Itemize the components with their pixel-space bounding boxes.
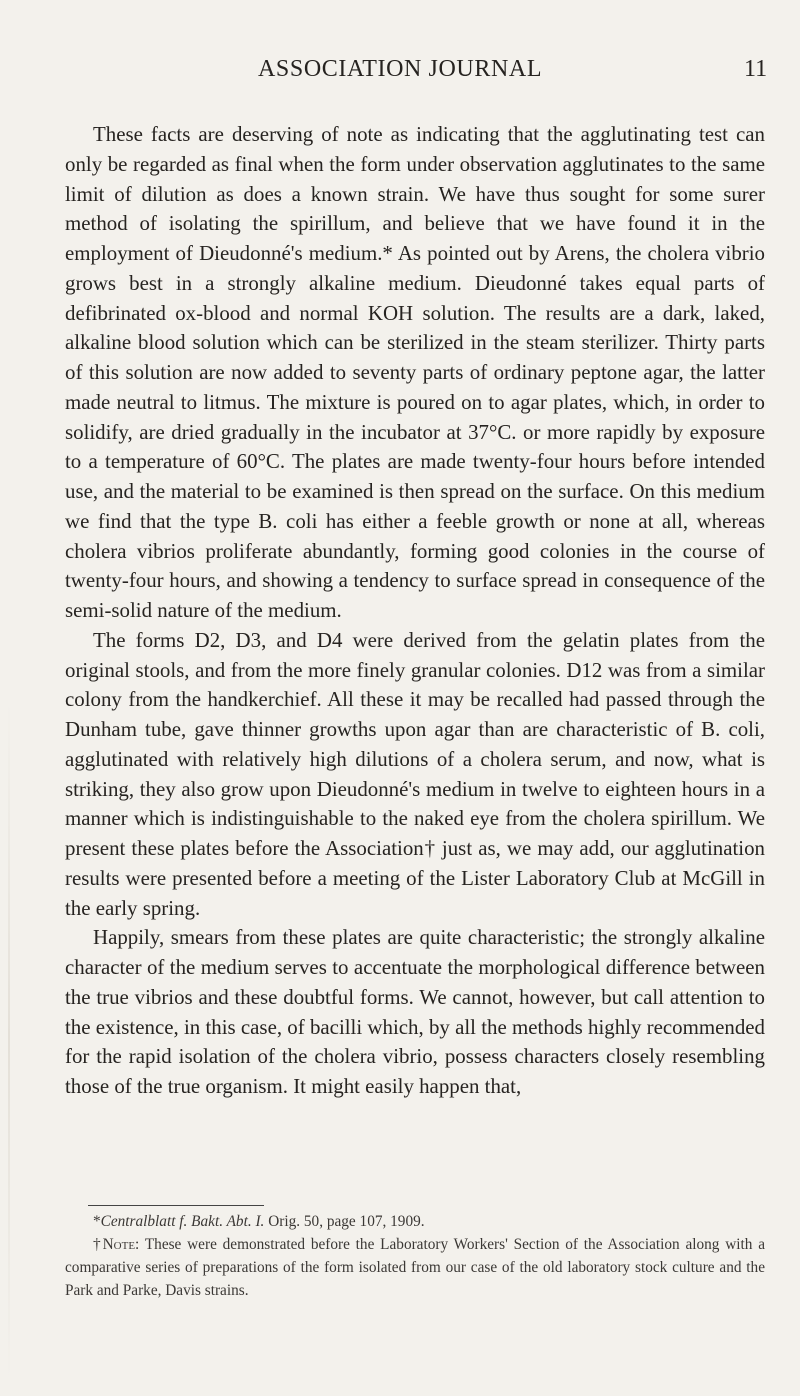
paragraph: These facts are deserving of note as indicating that the agglutinating test can only be regarded as final when the form under observation agglutinates to the same limit of dilution as does a known strain. We have thus sought for some surer method of isolating the spirillum, and believe that we have found it in the employment of Dieudonné's medium.* As pointed out by Arens, the cholera vibrio grows best in a strongly alkaline medium. Dieudonné takes equal parts of defibrinated ox-blood and normal KOH solution. The results are a dark, laked, alkaline blood solution which can be sterilized in the steam sterilizer. Thirty parts of this solution are now added to seventy parts of ordinary peptone agar, the latter made neutral to litmus. The mixture is poured on to agar plates, which, in order to solidify, are dried gradually in the incubator at 37°C. or more rapidly by exposure to a temperature of 60°C. The plates are made twenty-four hours before intended use, and the material to be examined is then spread on the surface. On this medium we find that the type B. coli has either a feeble growth or none at all, whereas cholera vibrios proliferate abundantly, forming good colonies in the course of twenty-four hours, and showing a tendency to surface spread in consequence of the semi-solid nature of the medium. (65, 122, 765, 622)
running-head: ASSOCIATION JOURNAL (258, 56, 543, 82)
paragraph: Happily, smears from these plates are quite characteristic; the strongly alkaline character of the medium serves to accentuate the morphological difference between the true vibrios and these doubtful forms. We cannot, however, but call attention to the existence, in this case, of bacilli which, by all the methods highly recommended for the rapid isolation of the cholera vibrio, possess characters closely resembling those of the true organism. It might easily happen that, (65, 925, 765, 1098)
footnote-mark: † (93, 1236, 103, 1253)
page-number: 11 (744, 56, 768, 82)
paragraph: The forms D2, D3, and D4 were derived from the gelatin plates from the original stools, and from the more finely granular colonies. D12 was from a similar colony from the handkerchief. All these it may be recalled had passed through the Dunham tube, gave thinner growths upon agar than are characteristic of B. coli, agglutinated with relatively high dilutions of a cholera serum, and now, what is striking, they also grow upon Dieudonné's medium in twelve to eighteen hours in a manner which is indistinguishable to the naked eye from the cholera spirillum. We present these plates before the Association† just as, we may add, our agglutination results were presented before a meeting of the Lister Laboratory Club at McGill in the early spring. (65, 627, 765, 920)
page-header (0, 56, 800, 96)
footnotes (65, 1210, 765, 1302)
footnote-mark: * (93, 1213, 101, 1230)
footnote-label: Note: (102, 1236, 140, 1253)
footnote-journal: Centralblatt f. Bakt. Abt. I. (100, 1213, 265, 1230)
footnote-text: These were demonstrated before the Laboratory Workers' Section of the Association along with a comparative series of preparations of the form isolated from our case of the old laboratory stock culture and the Park and Parke, Davis strains. (65, 1236, 765, 1299)
footnote (65, 1210, 765, 1233)
footnote (65, 1233, 765, 1302)
footnote-divider (88, 1205, 264, 1206)
footnote-text: Orig. 50, page 107, 1909. (264, 1213, 425, 1230)
page-edge-shadow (8, 700, 10, 1380)
body-text (65, 120, 765, 1102)
